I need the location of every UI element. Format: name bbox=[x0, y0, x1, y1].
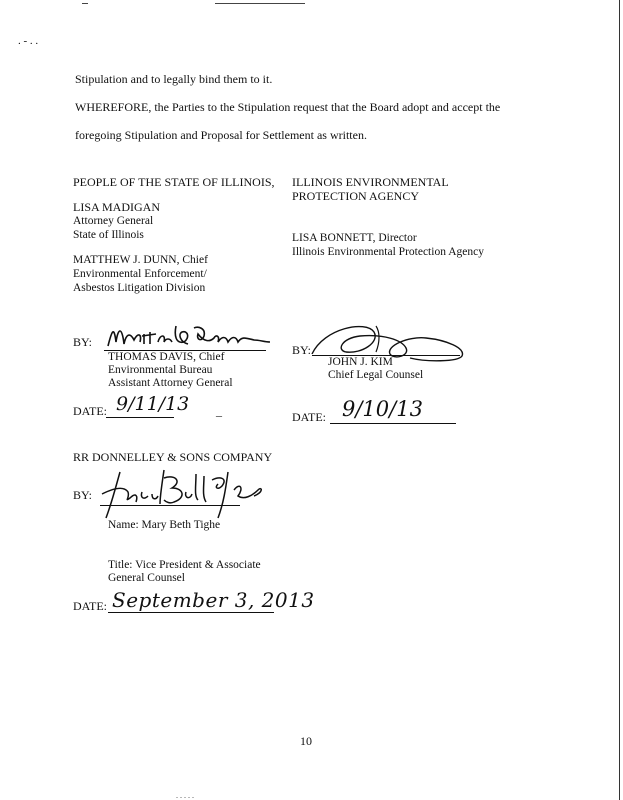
epa-signer: JOHN J. KIM bbox=[328, 356, 393, 368]
donnelley-title-line-2: General Counsel bbox=[108, 572, 185, 584]
mary-beth-tighe-signature bbox=[94, 466, 270, 522]
donnelley-by-label: BY: bbox=[73, 488, 92, 502]
epa-date-rule bbox=[330, 423, 456, 424]
donnelley-date-rule bbox=[108, 612, 274, 613]
donnelley-name-line: Name: Mary Beth Tighe bbox=[108, 519, 221, 531]
people-signer: THOMAS DAVIS, Chief bbox=[108, 351, 225, 363]
people-name-2: MATTHEW J. DUNN, Chief bbox=[73, 254, 208, 266]
epa-date-label: DATE: bbox=[292, 410, 326, 424]
epa-director: LISA BONNETT, Director bbox=[292, 232, 417, 244]
epa-party-1: ILLINOIS ENVIRONMENTAL bbox=[292, 175, 449, 189]
people-date-label: DATE: bbox=[73, 404, 107, 418]
header-dots: . - . . bbox=[18, 35, 39, 47]
people-name-1: LISA MADIGAN bbox=[73, 200, 160, 214]
people-date-value: 9/11/13 bbox=[116, 393, 190, 415]
donnelley-party: RR DONNELLEY & SONS COMPANY bbox=[73, 450, 273, 464]
donnelley-date-value: September 3, 2013 bbox=[112, 588, 315, 612]
people-title-2b: Asbestos Litigation Division bbox=[73, 282, 206, 294]
epa-signer-title: Chief Legal Counsel bbox=[328, 369, 424, 381]
body-line-3: foregoing Stipulation and Proposal for Settlement as written. bbox=[75, 128, 367, 142]
scan-mark-top bbox=[215, 3, 305, 4]
epa-party-2: PROTECTION AGENCY bbox=[292, 189, 420, 203]
epa-date-value: 9/10/13 bbox=[342, 397, 423, 421]
body-line-2: WHEREFORE, the Parties to the Stipulation request that the Board adopt and accept the bbox=[75, 100, 501, 114]
donnelley-signature-rule bbox=[100, 505, 240, 506]
footer-mark: . . . . . bbox=[176, 791, 194, 800]
people-signer-title-2: Assistant Attorney General bbox=[108, 377, 233, 389]
body-line-1: Stipulation and to legally bind them to it. bbox=[75, 72, 273, 86]
scan-mark-top-left bbox=[82, 3, 88, 4]
donnelley-date-label: DATE: bbox=[73, 599, 107, 613]
epa-director-title: Illinois Environmental Protection Agency bbox=[292, 246, 484, 258]
people-by-label: BY: bbox=[73, 335, 92, 349]
people-signer-title-1: Environmental Bureau bbox=[108, 364, 213, 376]
people-title-1a: Attorney General bbox=[73, 215, 154, 227]
page-right-border bbox=[619, 0, 620, 800]
epa-by-label: BY: bbox=[292, 343, 311, 357]
donnelley-title-line-1: Title: Vice President & Associate bbox=[108, 559, 261, 571]
people-party: PEOPLE OF THE STATE OF ILLINOIS, bbox=[73, 175, 275, 189]
people-title-2a: Environmental Enforcement/ bbox=[73, 268, 207, 280]
people-date-rule bbox=[106, 417, 174, 418]
people-title-1b: State of Illinois bbox=[73, 229, 144, 241]
page-number: 10 bbox=[300, 734, 312, 748]
thomas-davis-signature bbox=[104, 320, 274, 354]
people-date-tail: _ bbox=[216, 404, 222, 418]
